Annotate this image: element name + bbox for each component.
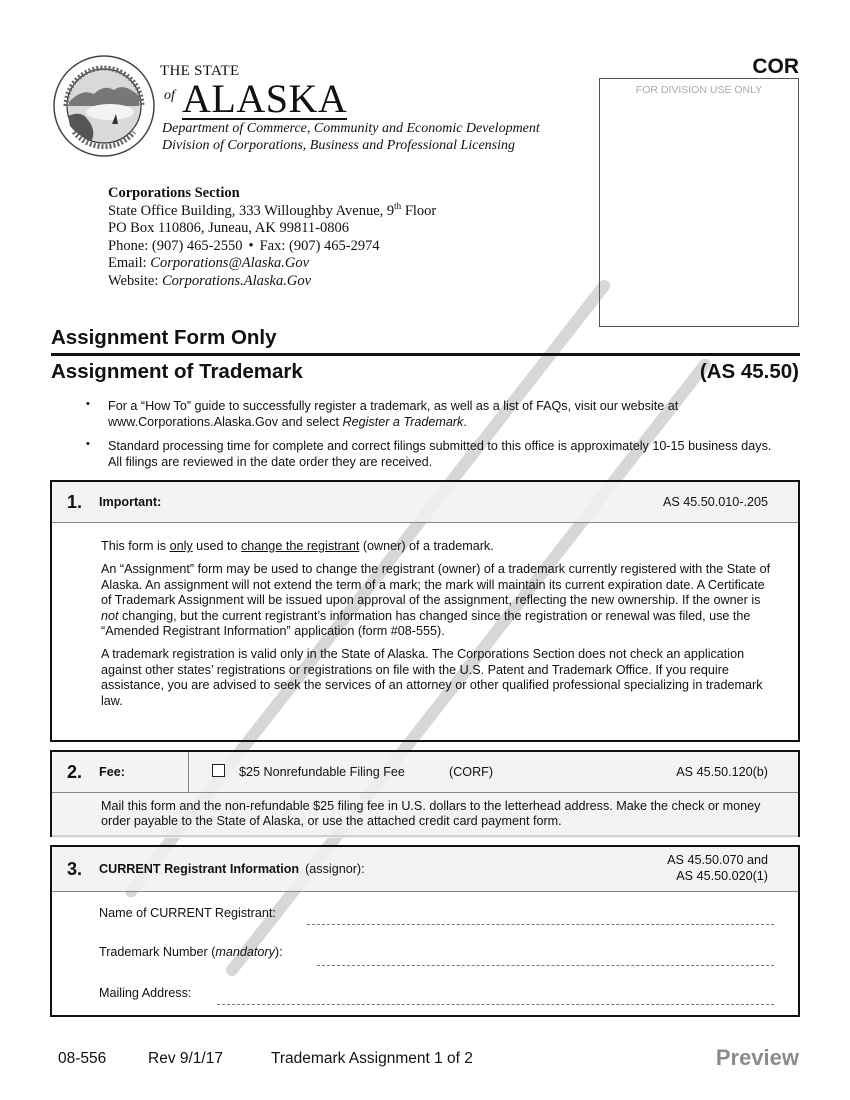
fee-instructions: Mail this form and the non-refundable $25 filing fee in U.S. dollars to the letterhead address. Make the check or money order payable to the State of Alaska, or use the attached credit card payment form. (52, 793, 798, 838)
contact-fax: Fax: (907) 465-2974 (259, 237, 380, 254)
bullet-item: • For a “How To” guide to successfully register a trademark, as well as a list of FAQs, visit our website at www.Corporations.Alaska.Gov and select Register a Trademark. (86, 399, 786, 430)
contact-block (108, 185, 436, 291)
registrant-name-input[interactable] (307, 924, 774, 925)
title-statute: (AS 45.50) (699, 360, 799, 383)
paragraph: A trademark registration is valid only in the State of Alaska. The Corporations Section does not check an application against other states’ registrations or registrations on file with the U.S. Patent and Trademark Office. If you require assistance, you are advised to seek the services of an attorney or other qualified professional specializing in trademark law. (101, 647, 763, 708)
paragraph: An “Assignment” form may be used to change the registrant (owner) of a trademark currently registered with the State of Alaska. An assignment will not extend the term of a mark; the mark will maintain its current expiration date. A Certificate of Trademark Assignment will be issued upon approval of the assignment, reflecting the new ownership. If the owner is not changing, but the current registrant’s information has changed since the registration or renewal was filed, use the “Amended Registrant Information” application (form #08-555). (101, 562, 771, 639)
website-link[interactable]: Corporations.Alaska.Gov (162, 272, 312, 289)
department-block (162, 120, 540, 154)
division-use-box (599, 78, 799, 327)
email-link[interactable]: Corporations@Alaska.Gov (150, 255, 310, 272)
section-label: CURRENT Registrant Information (assignor): (99, 862, 365, 876)
contact-website: Website: Corporations.Alaska.Gov (108, 272, 312, 289)
section-label: Fee: (99, 765, 125, 779)
section-fee (50, 750, 800, 837)
page-title: Assignment of Trademark (51, 360, 303, 383)
division-use-label: FOR DIVISION USE ONLY (635, 84, 763, 96)
section-statute: AS 45.50.120(b) (676, 765, 768, 779)
contact-address-line2: PO Box 110806, Juneau, AK 99811-0806 (108, 220, 349, 237)
section-number: 2. (67, 762, 83, 782)
of-text: of (164, 88, 175, 103)
section-label: Important: (99, 495, 162, 509)
section-header (52, 752, 798, 793)
mailing-address-label: Mailing Address: (99, 986, 192, 1000)
info-bullets (86, 399, 786, 479)
filing-fee-label: $25 Nonrefundable Filing Fee (239, 765, 405, 779)
title-divider (51, 353, 800, 356)
trademark-number-label: Trademark Number (mandatory): (99, 945, 283, 959)
division-name: Division of Corporations, Business and Professional Licensing (162, 138, 515, 153)
seal-icon (52, 54, 156, 158)
section-body (52, 523, 798, 709)
footer-revision: Rev 9/1/17 (148, 1050, 223, 1067)
filing-fee-code: (CORF) (449, 765, 494, 779)
the-state-text: THE STATE (160, 63, 240, 79)
section-current-registrant (50, 845, 800, 1017)
footer-page-label: Trademark Assignment 1 of 2 (271, 1050, 473, 1067)
bullet-item: • Standard processing time for complete and correct filings submitted to this office is approximately 10-15 business days. All filings are reviewed in the date order they are received. (86, 439, 786, 470)
contact-email: Email: Corporations@Alaska.Gov (108, 255, 310, 272)
form-code: COR (752, 55, 799, 78)
filing-fee-checkbox[interactable] (212, 764, 225, 777)
form-only-title: Assignment Form Only (51, 326, 277, 349)
header-divider (188, 752, 189, 792)
trademark-number-input[interactable] (317, 965, 774, 966)
mailing-address-input[interactable] (217, 1004, 774, 1005)
contact-phone: Phone: (907) 465-2550 (108, 237, 243, 254)
state-seal-logo (52, 54, 156, 158)
footer-form-number: 08-556 (58, 1050, 107, 1067)
department-name: Department of Commerce, Community and Economic Development (162, 121, 540, 136)
watermark-text: Preview (715, 1045, 799, 1070)
contact-phone-fax: Phone: (907) 465-2550 • Fax: (907) 465-2974 (108, 237, 380, 254)
section-header (52, 847, 798, 892)
paragraph: This form is only used to change the registrant (owner) of a trademark. (101, 539, 494, 553)
section-number: 3. (67, 859, 83, 879)
alaska-wordmark: ALASKA (182, 76, 348, 121)
contact-address-line1: State Office Building, 333 Willoughby Avenue, 9th Floor (108, 200, 437, 219)
section-statute: AS 45.50.010-.205 (662, 495, 768, 509)
section-header (52, 482, 798, 523)
section-statute: AS 45.50.070 and AS 45.50.020(1) (667, 853, 768, 883)
contact-section-title: Corporations Section (108, 185, 240, 201)
section-important (50, 480, 800, 742)
registrant-name-label: Name of CURRENT Registrant: (99, 906, 276, 920)
section-number: 1. (67, 492, 83, 512)
